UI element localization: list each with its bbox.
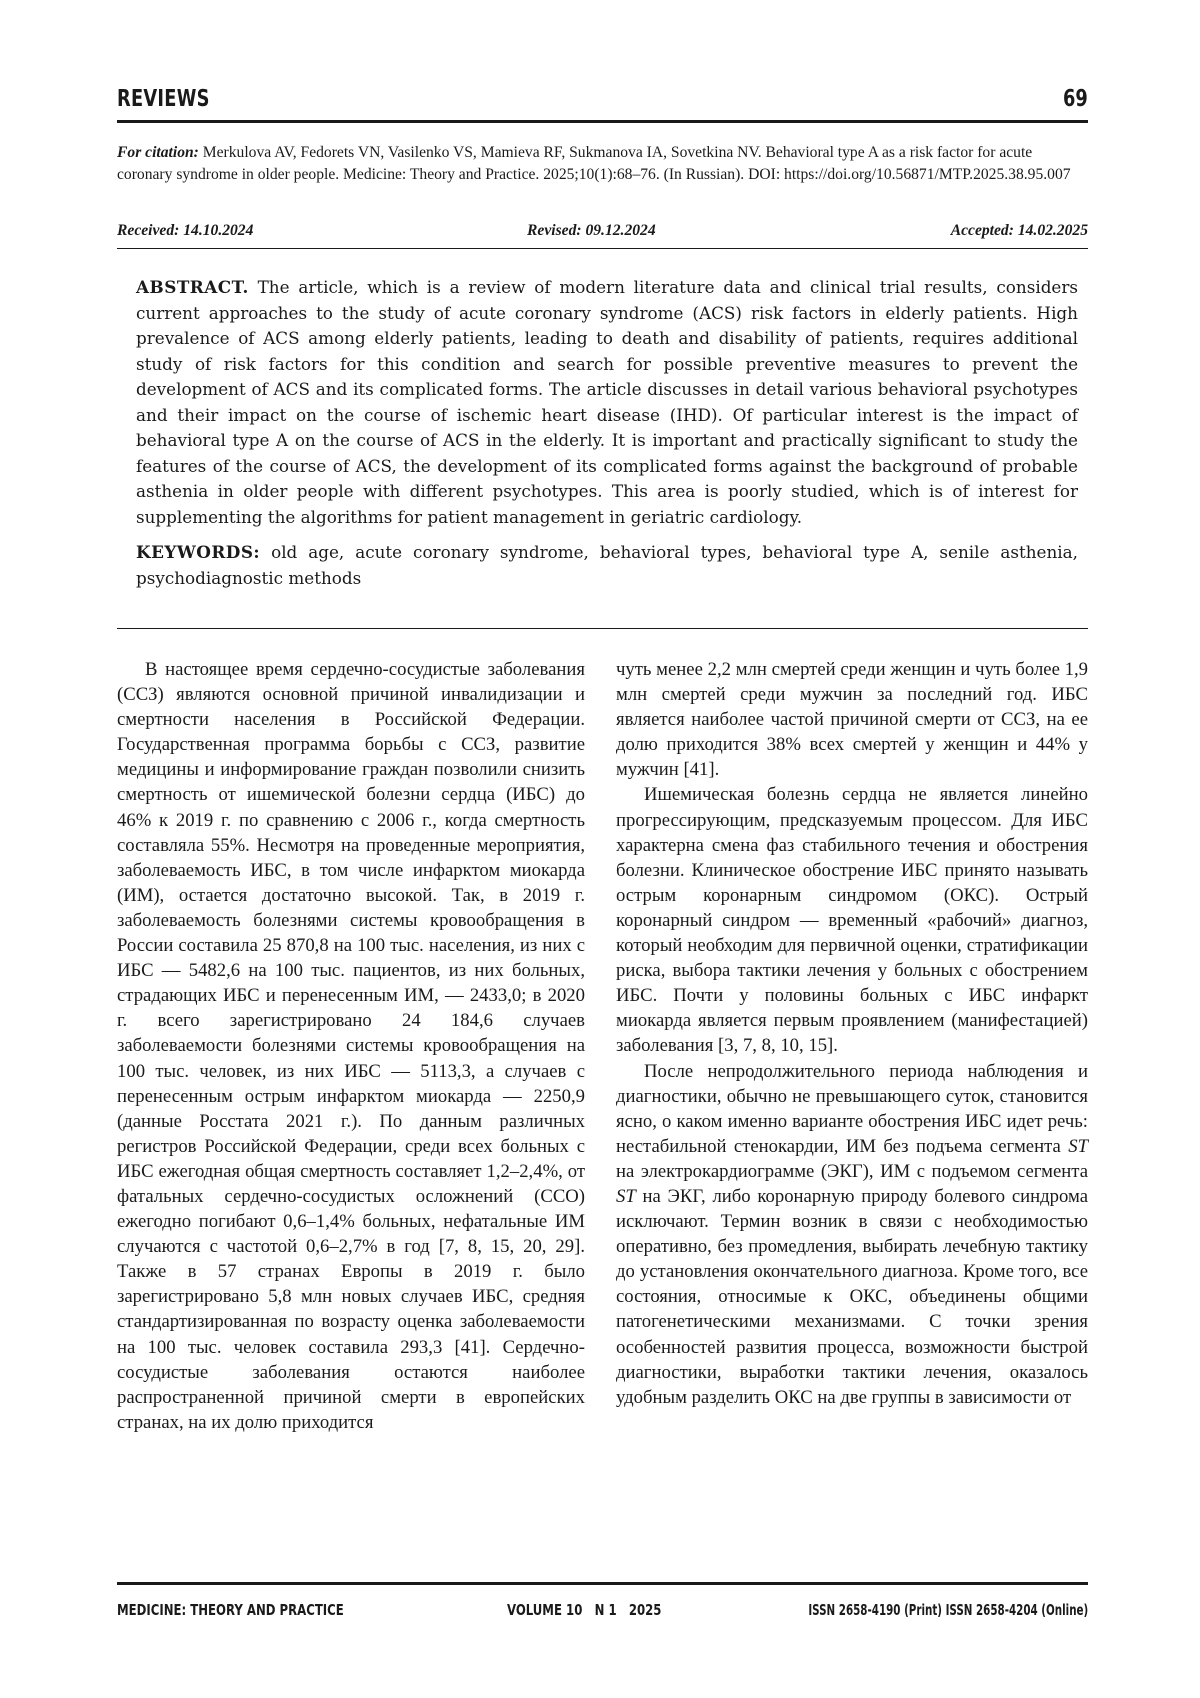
body-text: на ЭКГ, либо коронарную природу болевого синдрома исключают. Термин возник в связи с необходимостью оперативно, без промедления, выбирать лечебную тактику до установления окончательного диагноза. Кроме того, все состояния, относимые к ОКС, объединены общими патогенетическими механизмами. С точки зрения особенностей развития процесса, возможности быстрой диагностики, выработки тактики лечения, оказалось удобным разделить ОКС на две группы в зависимости от: [616, 1185, 1088, 1408]
citation-text: Merkulova AV, Fedorets VN, Vasilenko VS, Mamieva RF, Sukmanova IA, Sovetkina NV. Behavioral type A as a risk factor for acute coronary syndrome in older people. Medicine: Theory and Practice. 2025;10(1):68–76. (In Russian). DOI: https://doi.org/10.56871/MTP.2025.38.95.007: [117, 144, 1071, 183]
keywords-paragraph: [136, 540, 1078, 591]
abstract-divider: [117, 628, 1088, 629]
revised-date: Revised: 09.12.2024: [527, 222, 656, 239]
issn-info: ISSN 2658-4190 (Print) ISSN 2658-4204 (Online): [808, 1601, 1088, 1619]
running-header: [117, 80, 1088, 123]
keywords-label: KEYWORDS:: [136, 542, 261, 562]
citation-block: [117, 142, 1088, 186]
body-text: После непродолжительного периода наблюдения и диагностики, обычно не превышающего суток, становится ясно, о каком именно варианте обострения ИБС идет речь: нестабильной стенокардии, ИМ без подъема сегмента: [616, 1060, 1088, 1157]
accepted-date: Accepted: 14.02.2025: [950, 222, 1088, 239]
running-footer: [117, 1582, 1088, 1635]
body-column-left: [117, 657, 585, 1435]
keywords-text: old age, acute coronary syndrome, behavioral types, behavioral type A, senile asthenia, psychodiagnostic methods: [136, 542, 1078, 588]
body-paragraph: Ишемическая болезнь сердца не является линейно прогрессирующим, предсказуемым процессом. Для ИБС характерна смена фаз стабильного течения и обострения болезни. Клиническое обострение ИБС принято называть острым коронарным синдромом (ОКС). Острый коронарный синдром — временный «рабочий» диагноз, который необходим для первичной оценки, стратификации риска, выбора тактики лечения у больных с обострением ИБС. Почти у половины больных с ИБС инфаркт миокарда является первым проявлением (манифестацией) заболевания [3, 7, 8, 10, 15].: [616, 784, 1088, 1057]
volume-info: VOLUME 10 N 1 2025: [507, 1601, 662, 1619]
body-paragraph: чуть менее 2,2 млн смертей среди женщин и чуть более 1,9 млн смертей среди мужчин за последний год. ИБС является наиболее частой причиной смерти от ССЗ, на ее долю приходится 38% всех смертей у женщин и 44% у мужчин [41].: [616, 659, 1088, 781]
abstract-label: ABSTRACT.: [136, 277, 249, 297]
abstract-block: [136, 275, 1078, 601]
st-segment-term: ST: [1068, 1135, 1088, 1157]
citation-label: For citation:: [117, 144, 199, 161]
body-column-right: [616, 657, 1088, 1410]
journal-name: MEDICINE: THEORY AND PRACTICE: [117, 1601, 344, 1619]
page-number: 69: [1063, 86, 1088, 112]
received-date: Received: 14.10.2024: [117, 222, 254, 239]
body-text: на электрокардиограмме (ЭКГ), ИМ с подъемом сегмента: [616, 1160, 1088, 1182]
abstract-text: The article, which is a review of modern literature data and clinical trial results, considers current approaches to the study of acute coronary syndrome (ACS) risk factors in elderly patients. High prevalence of ACS among elderly patients, leading to death and disability of patients, requires additional study of risk factors for this condition and search for possible preventive measures to prevent the development of ACS and its complicated forms. The article discusses in detail various behavioral psychotypes and their impact on the course of ischemic heart disease (IHD). Of particular interest is the impact of behavioral type A on the course of ACS in the elderly. It is important and practically significant to study the features of the course of ACS, the development of its complicated forms against the background of probable asthenia in older people with different psychotypes. This area is poorly studied, which is of interest for supplementing the algorithms for patient management in geriatric cardiology.: [136, 277, 1078, 527]
body-paragraph: [616, 1059, 1088, 1410]
st-segment-term: ST: [616, 1185, 636, 1207]
abstract-paragraph: [136, 275, 1078, 530]
body-paragraph: В настоящее время сердечно-сосудистые заболевания (ССЗ) являются основной причиной инвалидизации и смертности населения в Российской Федерации. Государственная программа борьбы с ССЗ, развитие медицины и информирование граждан позволили снизить смертность от ишемической болезни сердца (ИБС) до 46% к 2019 г. по сравнению с 2006 г., когда смертность составляла 55%. Несмотря на проведенные мероприятия, заболеваемость ИБС, в том числе инфарктом миокарда (ИМ), остается достаточно высокой. Так, в 2019 г. заболеваемость болезнями системы кровообращения в России составила 25 870,8 на 100 тыс. населения, из них с ИБС — 5482,6 на 100 тыс. пациентов, из них больных, страдающих ИБС и перенесенным ИМ, — 2433,0; в 2020 г. всего зарегистрировано 24 184,6 случаев заболеваемости болезнями системы кровообращения на 100 тыс. человек, из них ИБС — 5113,3, а случаев с перенесенным острым инфарктом миокарда — 2250,9 (данные Росстата 2021 г.). По данным различных регистров Российской Федерации, среди всех больных с ИБС ежегодная общая смертность составляет 1,2–2,4%, от фатальных сердечно-сосудистых осложнений (ССО) ежегодно погибают 0,6–1,4% больных, нефатальные ИМ случаются с частотой 0,6–2,7% в год [7, 8, 15, 20, 29]. Также в 57 странах Европы в 2019 г. было зарегистрировано 5,8 млн новых случаев ИБС, средняя стандартизированная по возрасту оценка заболеваемости на 100 тыс. человек составила 293,3 [41]. Сердечно-сосудистые заболевания остаются наиболее распространенной причиной смерти в европейских странах, на их долю приходится: [117, 659, 585, 1433]
section-title: REVIEWS: [117, 86, 210, 112]
article-dates: [117, 222, 1088, 249]
